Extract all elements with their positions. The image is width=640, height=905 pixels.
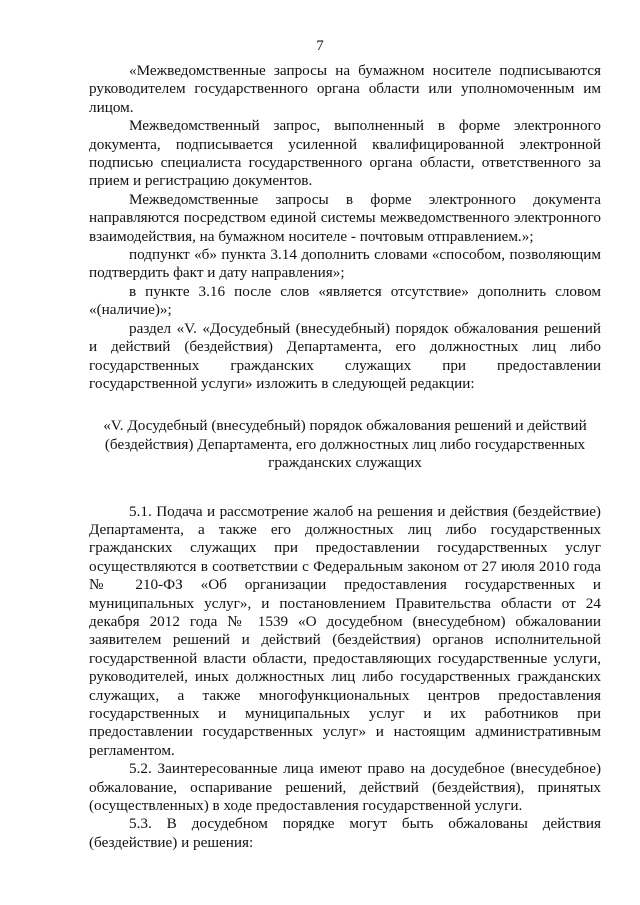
- document-body: [89, 62, 601, 852]
- paragraph-5-2: 5.2. Заинтересованные лица имеют право на досудебное (внесудебное) обжалование, оспаривание решений, действий (бездействия), принятых (осуществленных) в ходе предоставления государственной услуги.: [89, 760, 601, 815]
- paragraph-clause-3-16: в пункте 3.16 после слов «является отсутствие» дополнить словом «(наличие)»;: [89, 282, 601, 319]
- section-v-heading: «V. Досудебный (внесудебный) порядок обжалования решений и действий (бездействия) Департамента, его должностных лиц либо государственных гражданских служащих: [103, 417, 587, 472]
- paragraph-5-3: 5.3. В досудебном порядке могут быть обжалованы действия (бездействие) и решения:: [89, 815, 601, 851]
- paragraph-electronic-request-signature: Межведомственный запрос, выполненный в форме электронного документа, подписывается усиленной квалифицированной электронной подписью специалиста государственного органа области, ответственного за прием и регистрацию документов.: [89, 117, 601, 190]
- paragraph-section-v-amendment: раздел «V. «Досудебный (внесудебный) порядок обжалования решений и действий (бездействия) Департамента, его должностных лиц либо государственных гражданских служащих при предоставлении государственной услуги» изложить в следующей редакции:: [89, 319, 601, 392]
- paragraph-paper-requests: «Межведомственные запросы на бумажном носителе подписываются руководителем государственного органа области или уполномоченным им лицом.: [89, 62, 601, 116]
- paragraph-subclause-3-14: подпункт «б» пункта 3.14 дополнить словами «способом, позволяющим подтвердить факт и дату направления»;: [89, 246, 601, 282]
- paragraph-5-1: 5.1. Подача и рассмотрение жалоб на решения и действия (бездействие) Департамента, а также его должностных лиц либо государственных гражданских служащих при предоставлении государственных услуг осуществляются в соответствии с Федеральным законом от 27 июля 2010 года № 210-ФЗ «Об организации предоставления государственных и муниципальных услуг», и постановлением Правительства области от 24 декабря 2012 года № 1539 «О досудебном (внесудебном) обжаловании заявителем решений и действий (бездействия) органов исполнительной государственной власти области, предоставляющих государственные услуги, руководителей, иных должностных лиц либо государственных гражданских служащих, а также многофункциональных центров предоставления государственных и муниципальных услуг и их работников при предоставлении государственных услуг» и настоящим административным регламентом.: [89, 502, 601, 759]
- page-number: 7: [316, 38, 324, 54]
- paragraph-request-delivery: Межведомственные запросы в форме электронного документа направляются посредством единой системы межведомственного электронного взаимодействия, на бумажном носителе - почтовым отправлением.»;: [89, 190, 601, 245]
